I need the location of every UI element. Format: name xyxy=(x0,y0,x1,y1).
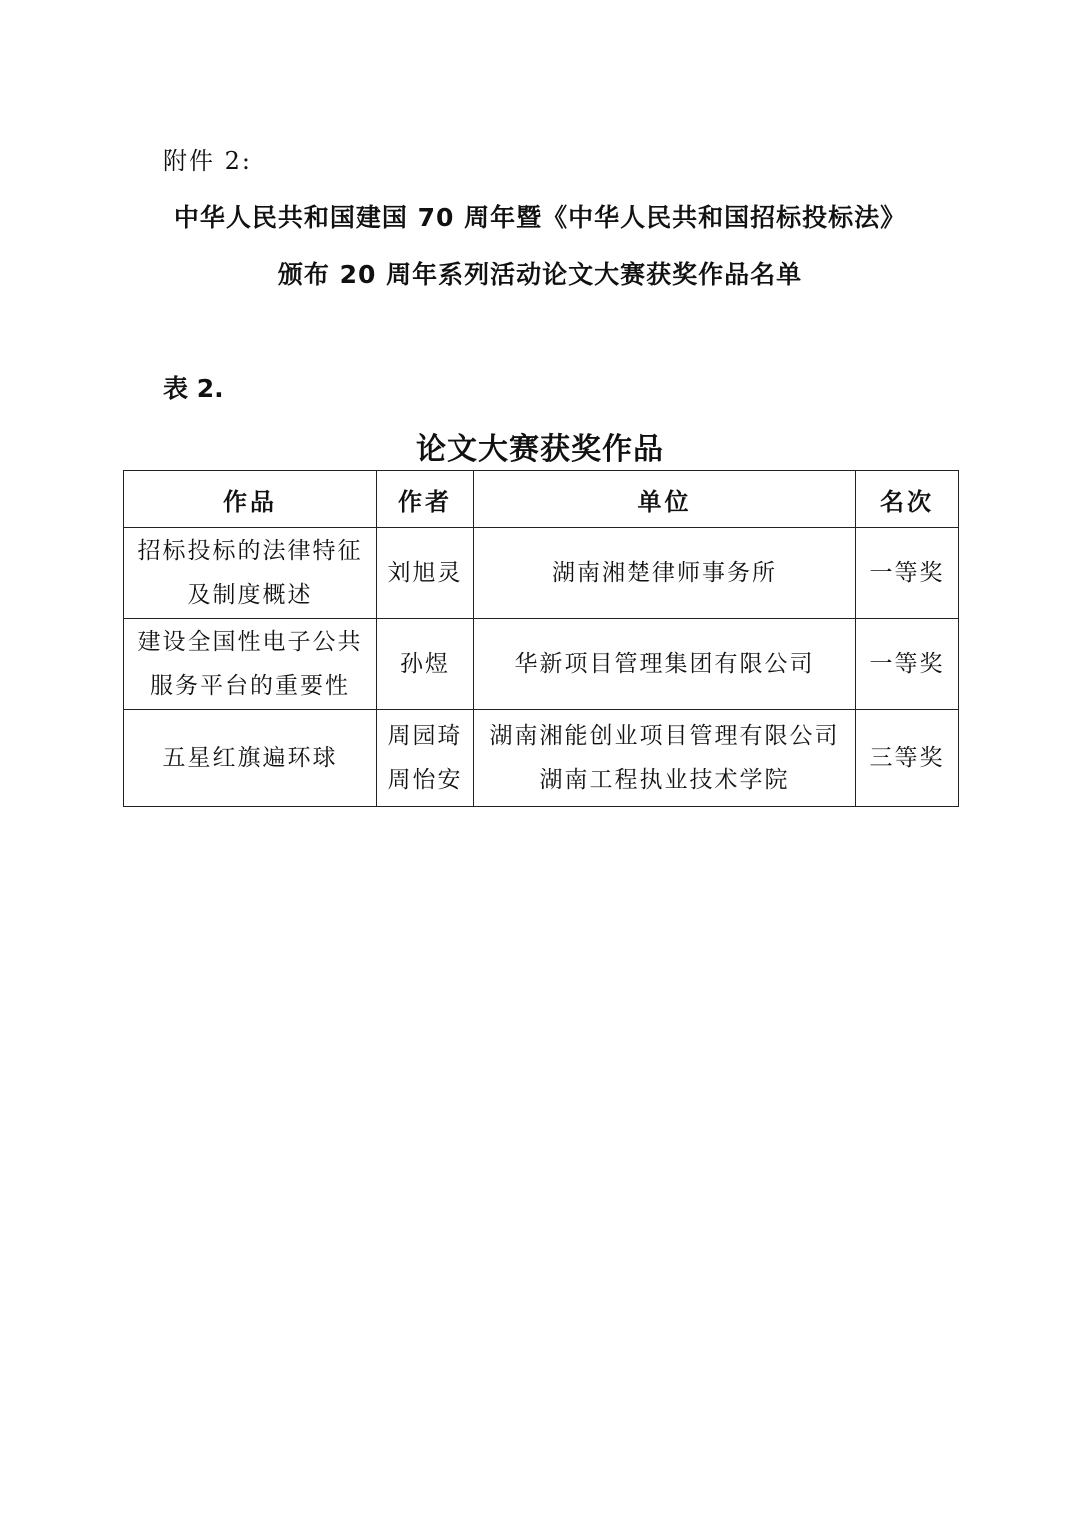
cell-work xyxy=(124,528,377,619)
cell-rank: 三等奖 xyxy=(856,710,959,807)
table-row xyxy=(124,619,959,710)
unit-name: 湖南湘楚律师事务所 xyxy=(552,560,777,586)
cell-unit xyxy=(474,619,856,710)
work-title-line: 服务平台的重要性 xyxy=(150,673,350,699)
cell-rank: 一等奖 xyxy=(856,528,959,619)
awards-table xyxy=(123,470,959,807)
cell-unit xyxy=(474,528,856,619)
unit-name: 华新项目管理集团有限公司 xyxy=(514,651,815,677)
table-row xyxy=(124,528,959,619)
header-work: 作品 xyxy=(124,471,377,528)
cell-rank: 一等奖 xyxy=(856,619,959,710)
table-number-label: 表 2. xyxy=(163,374,224,403)
attachment-label: 附件 2: xyxy=(163,147,252,175)
unit-name: 湖南湘能创业项目管理有限公司 xyxy=(489,723,840,749)
cell-work xyxy=(124,710,377,807)
author-name: 刘旭灵 xyxy=(387,560,463,586)
work-title-line: 招标投标的法律特征 xyxy=(137,538,363,564)
work-title-line: 五星红旗遍环球 xyxy=(162,745,338,771)
table-row xyxy=(124,710,959,807)
table-caption: 论文大赛获奖作品 xyxy=(416,432,664,467)
author-name: 周怡安 xyxy=(387,767,463,793)
cell-author xyxy=(377,710,474,807)
header-rank: 名次 xyxy=(856,471,959,528)
table-header-row xyxy=(124,471,959,528)
cell-work xyxy=(124,619,377,710)
work-title-line: 建设全国性电子公共 xyxy=(137,629,363,655)
document-title-line-1: 中华人民共和国建国 70 周年暨《中华人民共和国招标投标法》 xyxy=(173,203,907,232)
cell-author xyxy=(377,619,474,710)
document-title-line-2: 颁布 20 周年系列活动论文大赛获奖作品名单 xyxy=(277,260,803,289)
header-author: 作者 xyxy=(377,471,474,528)
cell-author xyxy=(377,528,474,619)
cell-unit xyxy=(474,710,856,807)
author-name: 周园琦 xyxy=(387,723,463,749)
header-unit: 单位 xyxy=(474,471,856,528)
author-name: 孙煜 xyxy=(400,651,450,677)
unit-name: 湖南工程执业技术学院 xyxy=(539,767,790,793)
work-title-line: 及制度概述 xyxy=(187,582,313,608)
